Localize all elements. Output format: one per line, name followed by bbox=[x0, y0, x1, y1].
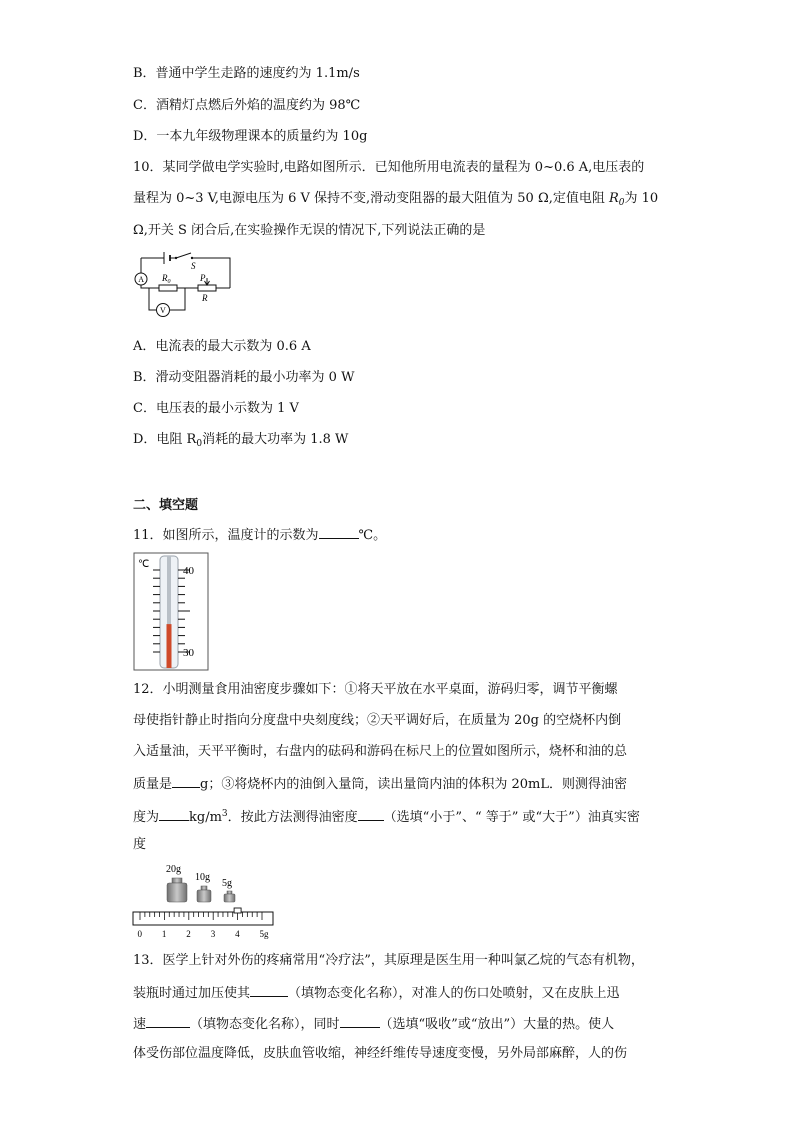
q12-stem-line-4 bbox=[133, 773, 627, 795]
q13-blank-2[interactable] bbox=[146, 1013, 190, 1028]
q11-stem bbox=[133, 524, 386, 546]
scale-label: 3 bbox=[210, 929, 216, 939]
q13-stem-line-3a: 速 bbox=[133, 1017, 147, 1032]
thermometer-label-top: 40 bbox=[183, 565, 194, 577]
q12-compare-blank[interactable] bbox=[358, 806, 384, 821]
q10-option-a: A．电流表的最大示数为 0.6 A bbox=[133, 339, 311, 354]
weight-10g-label: 10g bbox=[195, 872, 210, 883]
scale-label: 0 bbox=[137, 929, 142, 939]
switch-label: S bbox=[191, 261, 196, 271]
q13-stem-line-1: 13．医学上针对外伤的疼痛常用“冷疗法”，其原理是医生用一种叫氯乙烷的气态有机物， bbox=[133, 953, 644, 968]
q12-unit-sup: 3 bbox=[221, 809, 228, 819]
thermometer-unit: ℃ bbox=[138, 559, 150, 570]
rider-marker bbox=[234, 908, 241, 913]
weight-10g-icon bbox=[197, 886, 211, 902]
mercury-column bbox=[167, 624, 172, 668]
thermometer-figure bbox=[133, 552, 209, 672]
q9-option-b: B．普通中学生走路的速度约为 1.1m/s bbox=[133, 66, 360, 81]
q13-stem-line-3b: （填物态变化名称），同时 bbox=[190, 1017, 340, 1032]
voltmeter-label: V bbox=[160, 306, 166, 315]
thermometer-label-bottom: 30 bbox=[183, 647, 194, 659]
q12-density-blank[interactable] bbox=[159, 806, 189, 821]
weight-20g-icon bbox=[167, 878, 187, 902]
section-title-fill-in: 二、填空题 bbox=[133, 498, 199, 513]
r0-symbol: R bbox=[609, 191, 619, 206]
q11-stem-pre: 11．如图所示，温度计的示数为 bbox=[133, 528, 319, 543]
q10-stem-line-2b: 为 10 bbox=[624, 191, 659, 206]
q10-stem-line-3: Ω,开关 S 闭合后,在实验操作无误的情况下,下列说法正确的是 bbox=[133, 223, 486, 238]
scale-label: 2 bbox=[186, 929, 191, 939]
q13-stem-line-2 bbox=[133, 982, 620, 1004]
weight-20g-label: 20g bbox=[166, 864, 181, 875]
q13-blank-3[interactable] bbox=[340, 1013, 380, 1028]
weight-5g-label: 5g bbox=[222, 878, 232, 889]
q10-option-d-pre: D．电阻 R bbox=[133, 432, 197, 447]
q12-stem-line-5 bbox=[133, 804, 640, 828]
q10-option-c: C．电压表的最小示数为 1 V bbox=[133, 401, 299, 416]
q12-stem-line-5b: kg/m bbox=[189, 810, 222, 825]
q10-option-d bbox=[133, 430, 348, 454]
q13-stem-line-3 bbox=[133, 1013, 614, 1035]
circuit-diagram bbox=[128, 250, 238, 328]
q11-stem-post: ℃。 bbox=[358, 528, 387, 543]
rheostat-label: R bbox=[202, 293, 208, 303]
q13-stem-line-4: 体受伤部位温度降低，皮肤血管收缩，神经纤维传导速度变慢，另外局部麻醉，人的伤 bbox=[133, 1046, 628, 1061]
q10-stem-line-1: 10．某同学做电学实验时,电路如图所示．已知他所用电流表的量程为 0~0.6 A,电压表的 bbox=[133, 160, 645, 175]
r0-label: $R_0$ bbox=[162, 273, 171, 285]
scale-label: 5g bbox=[259, 929, 269, 939]
ammeter-label: A bbox=[138, 275, 144, 284]
r0-subscript: 0 bbox=[618, 198, 625, 208]
switch-s bbox=[175, 253, 193, 259]
q12-stem-line-5c: ．按此方法测得油密度 bbox=[227, 810, 358, 825]
q10-stem-line-2a: 量程为 0~3 V,电源电压为 6 V 保持不变,滑动变阻器的最大阻值为 50 Ω,定值电阻 bbox=[133, 191, 609, 206]
q12-stem-line-3: 入适量油，天平平衡时，右盘内的砝码和游码在标尺上的位置如图所示，烧杯和油的总 bbox=[133, 744, 628, 759]
q9-option-c: C．酒精灯点燃后外焰的温度约为 98℃ bbox=[133, 98, 361, 113]
q12-stem-line-5d: （选填“小于”、“ 等于” 或“大于”）油真实密 bbox=[383, 810, 640, 825]
q13-stem-line-2a: 装瓶时通过加压使其 bbox=[133, 986, 251, 1001]
q9-option-d: D．一本九年级物理课本的质量约为 10g bbox=[133, 129, 368, 144]
q12-stem-line-4a: 质量是 bbox=[133, 777, 173, 792]
q12-stem-line-2: 母使指针静止时指向分度盘中央刻度线；②天平调好后，在质量为 20g 的空烧杯内倒 bbox=[133, 713, 622, 728]
slider-label: P bbox=[200, 273, 206, 283]
q10-option-b: B．滑动变阻器消耗的最小功率为 0 W bbox=[133, 370, 355, 385]
q10-option-d-post: 消耗的最大功率为 1.8 W bbox=[202, 432, 349, 447]
q12-mass-blank[interactable] bbox=[172, 773, 200, 788]
weight-5g-icon bbox=[224, 891, 235, 902]
q12-stem-line-1: 12．小明测量食用油密度步骤如下：①将天平放在水平桌面，游码归零，调节平衡螺 bbox=[133, 682, 618, 697]
q10-stem-line-2 bbox=[133, 189, 658, 213]
scale-label: 4 bbox=[235, 929, 240, 939]
scale-label: 1 bbox=[161, 929, 167, 939]
q12-stem-line-5a: 度为 bbox=[133, 810, 160, 825]
q11-answer-blank[interactable] bbox=[319, 524, 359, 539]
balance-figure bbox=[130, 856, 278, 942]
r0-resistor bbox=[159, 285, 177, 291]
q10-option-d-sub: 0 bbox=[196, 439, 203, 449]
q13-stem-line-3c: （选填“吸收”或“放出”）大量的热。使人 bbox=[379, 1017, 615, 1032]
q12-stem-line-6: 度 bbox=[133, 837, 147, 852]
q13-stem-line-2b: （填物态变化名称），对准人的伤口处喷射，又在皮肤上迅 bbox=[288, 986, 620, 1001]
q12-stem-line-4b: g；③将烧杯内的油倒入量筒，读出量筒内油的体积为 20mL．则测得油密 bbox=[200, 777, 627, 792]
q13-blank-1[interactable] bbox=[250, 982, 288, 997]
